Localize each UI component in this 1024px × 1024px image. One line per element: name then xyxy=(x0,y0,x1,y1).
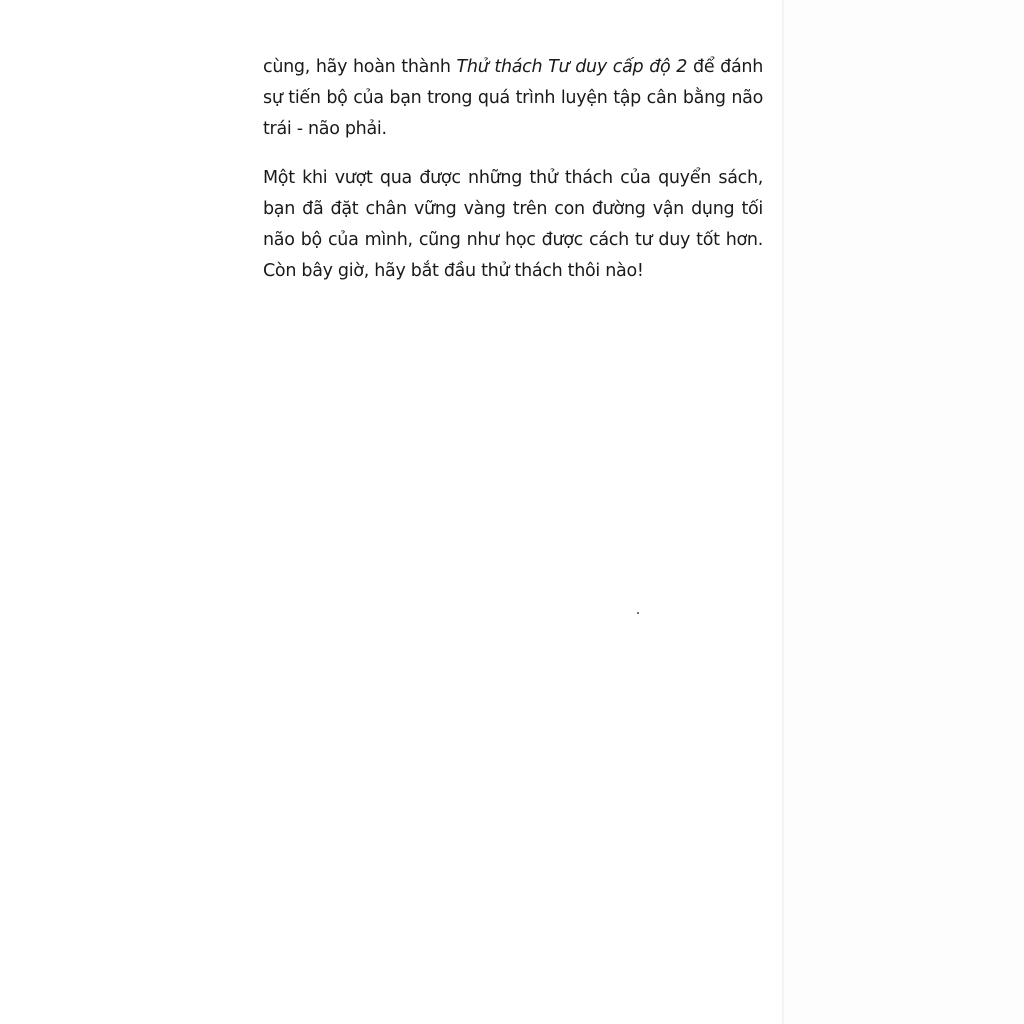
challenge-title-italic: Thử thách Tư duy cấp độ 2 xyxy=(456,57,688,77)
page-gutter xyxy=(784,0,1024,1024)
line-1-text-start: cùng, hãy hoàn thành xyxy=(263,57,457,77)
page-edge xyxy=(782,0,784,1024)
paragraph-1-line-3: trái - não phải. xyxy=(263,119,387,139)
line-1-text-end: để đánh xyxy=(693,57,763,77)
paragraph-2 xyxy=(263,163,763,287)
paragraph-1-line-2: sự tiến bộ của bạn trong quá trình luyện tập cân bằng não xyxy=(263,88,763,108)
paragraph-2-line-4: Còn bây giờ, hãy bắt đầu thử thách thôi nào! xyxy=(263,261,644,281)
paragraph-2-line-2: bạn đã đặt chân vững vàng trên con đường vận dụng tối xyxy=(263,199,763,219)
paragraph-1 xyxy=(263,52,763,145)
print-speck xyxy=(637,612,639,614)
paragraph-2-line-1: Một khi vượt qua được những thử thách của quyển sách, xyxy=(263,168,763,188)
paragraph-1-line-1 xyxy=(263,52,763,83)
paragraph-2-line-3: não bộ của mình, cũng như học được cách tư duy tốt hơn. xyxy=(263,230,763,250)
